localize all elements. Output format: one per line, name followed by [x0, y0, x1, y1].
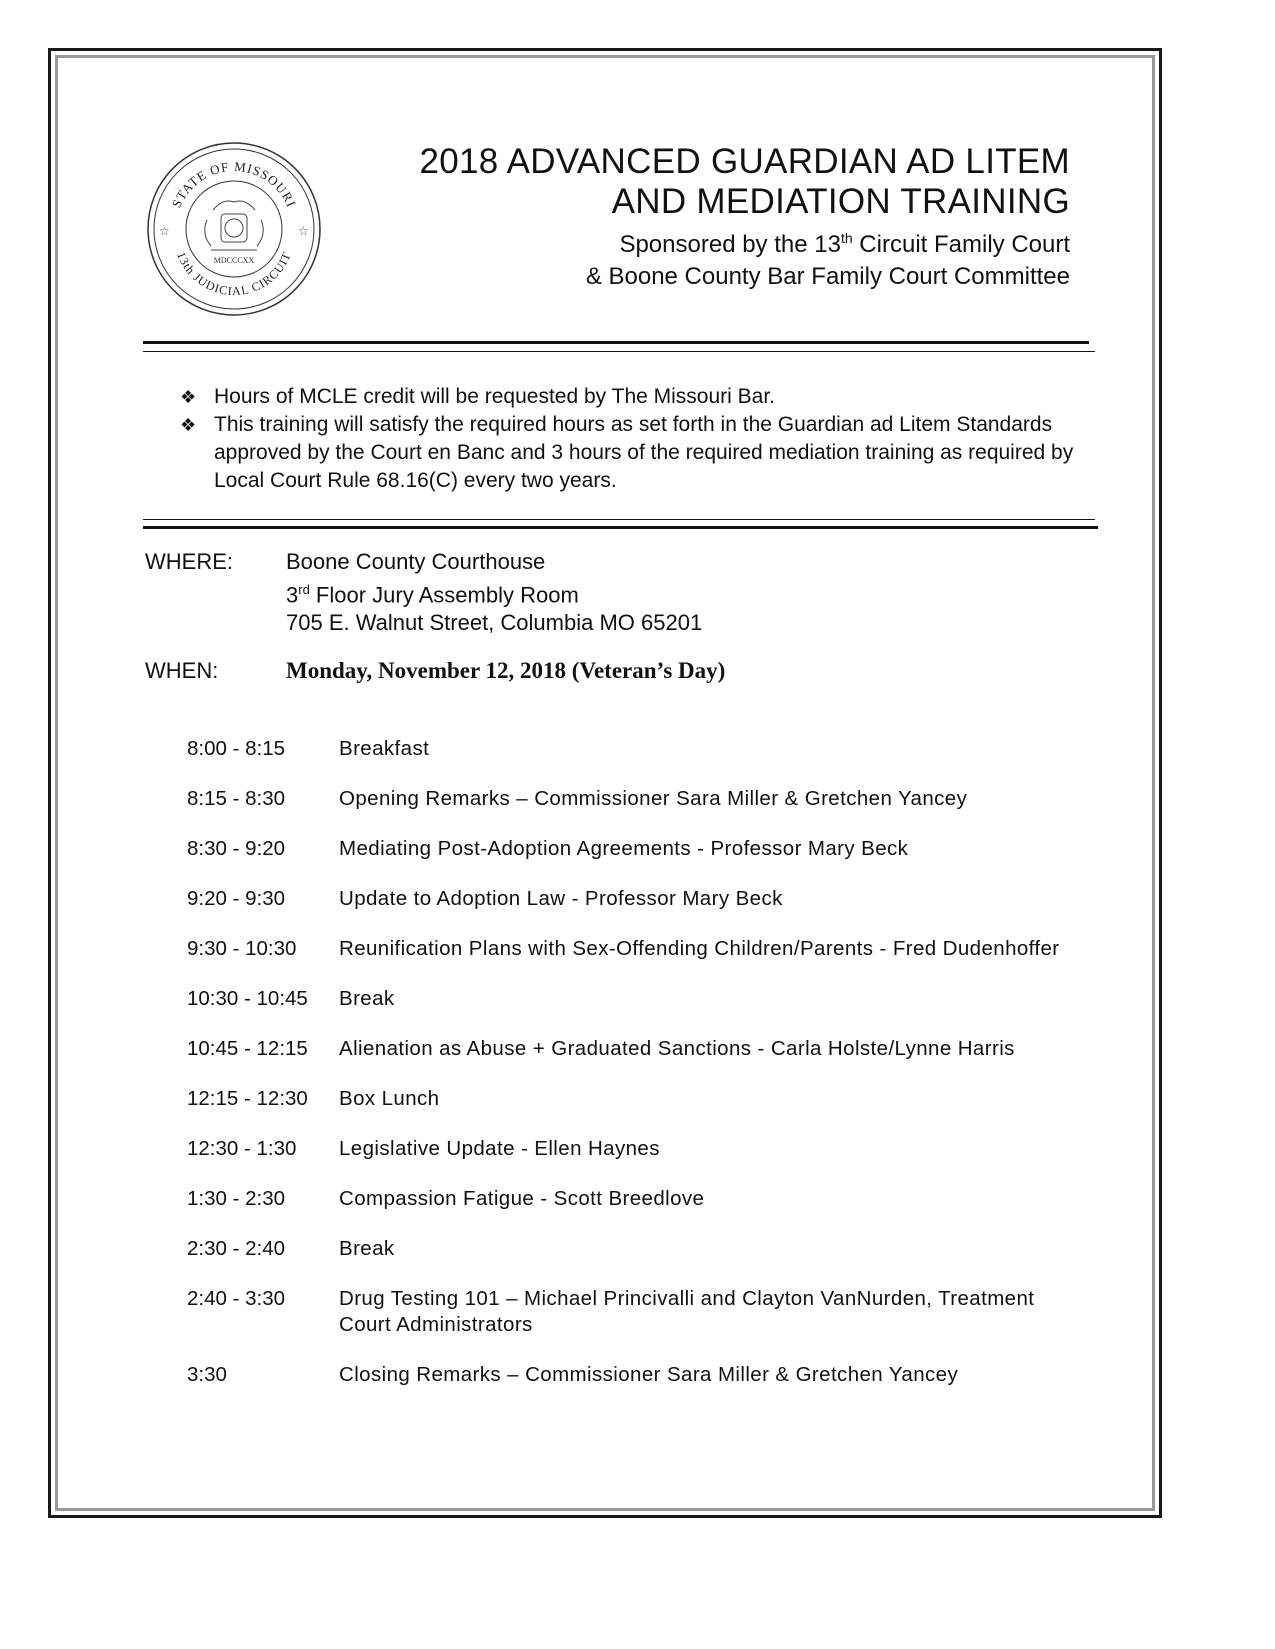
schedule-row — [187, 1286, 1087, 1338]
title-line-1: 2018 ADVANCED GUARDIAN AD LITEM — [419, 142, 1070, 181]
schedule-row — [187, 1136, 1087, 1162]
svg-text:☆: ☆ — [298, 224, 309, 238]
missouri-seal-logo — [145, 140, 323, 318]
credit-notes-list — [180, 383, 1080, 495]
when-label: WHEN: — [145, 658, 219, 683]
schedule-row — [187, 1186, 1087, 1212]
session-title: Update to Adoption Law - Professor Mary Beck — [339, 887, 783, 910]
schedule-row — [187, 1362, 1087, 1388]
svg-text:STATE OF MISSOURI: STATE OF MISSOURI — [168, 158, 300, 210]
schedule-row — [187, 736, 1087, 762]
session-title: Break — [339, 1237, 395, 1260]
divider-top-thick — [143, 341, 1089, 344]
diamond-bullet-icon: ❖ — [180, 387, 197, 407]
time-slot: 8:00 - 8:15 — [187, 737, 286, 760]
divider-mid-thick — [143, 526, 1098, 529]
schedule-row — [187, 786, 1087, 812]
event-date: Monday, November 12, 2018 (Veteran’s Day) — [286, 658, 726, 683]
schedule-row — [187, 886, 1087, 912]
session-title: Break — [339, 987, 395, 1010]
time-slot: 1:30 - 2:30 — [187, 1187, 286, 1210]
schedule-row — [187, 936, 1087, 962]
session-title: Box Lunch — [339, 1087, 440, 1110]
list-item: ❖ Hours of MCLE credit will be requested by The Missouri Bar. — [180, 383, 1080, 411]
divider-top-thin — [143, 351, 1095, 352]
schedule-row — [187, 1086, 1087, 1112]
session-title: Alienation as Abuse + Graduated Sanctions - Carla Holste/Lynne Harris — [339, 1037, 1015, 1060]
time-slot: 10:30 - 10:45 — [187, 987, 308, 1010]
time-slot: 8:30 - 9:20 — [187, 837, 286, 860]
agenda-schedule — [187, 736, 1087, 1412]
schedule-row — [187, 1236, 1087, 1262]
svg-text:☆: ☆ — [159, 224, 170, 238]
header-block — [419, 142, 1070, 293]
schedule-row — [187, 836, 1087, 862]
location-room: 3rd Floor Jury Assembly Room — [286, 582, 579, 608]
schedule-row — [187, 1036, 1087, 1062]
location-block — [286, 548, 702, 637]
session-title: Closing Remarks – Commissioner Sara Miller & Gretchen Yancey — [339, 1363, 959, 1386]
time-slot: 2:40 - 3:30 — [187, 1287, 286, 1310]
title-line-2: AND MEDIATION TRAINING — [611, 182, 1070, 221]
session-title: Legislative Update - Ellen Haynes — [339, 1137, 660, 1160]
session-title: Compassion Fatigue - Scott Breedlove — [339, 1187, 705, 1210]
time-slot: 12:30 - 1:30 — [187, 1137, 297, 1160]
time-slot: 9:30 - 10:30 — [187, 937, 297, 960]
sponsor-line-1: Sponsored by the 13th Circuit Family Court — [619, 230, 1070, 258]
time-slot: 10:45 - 12:15 — [187, 1037, 308, 1060]
location-building: Boone County Courthouse — [286, 549, 546, 574]
time-slot: 2:30 - 2:40 — [187, 1237, 286, 1260]
list-item: ❖ This training will satisfy the required hours as set forth in the Guardian ad Litem Standards approved by the Court en Banc and 3 hours of the required mediation training as required by Local Court Rule 68.16(C) every two years. — [180, 413, 1074, 492]
schedule-row — [187, 986, 1087, 1012]
session-title: Mediating Post-Adoption Agreements - Professor Mary Beck — [339, 837, 909, 860]
svg-text:MDCCCXX: MDCCCXX — [213, 256, 255, 265]
session-title: Drug Testing 101 – Michael Princivalli and Clayton VanNurden, Treatment Court Administrators — [339, 1287, 1035, 1336]
time-slot: 3:30 — [187, 1363, 227, 1386]
divider-mid-thin — [143, 519, 1095, 520]
sponsor-line-2: & Boone County Bar Family Court Committee — [585, 263, 1070, 290]
diamond-bullet-icon: ❖ — [180, 415, 197, 435]
session-title: Breakfast — [339, 737, 430, 760]
session-title: Opening Remarks – Commissioner Sara Miller & Gretchen Yancey — [339, 787, 968, 810]
time-slot: 8:15 - 8:30 — [187, 787, 286, 810]
svg-text:13th JUDICIAL CIRCUIT: 13th JUDICIAL CIRCUIT — [174, 249, 294, 299]
session-title: Reunification Plans with Sex-Offending Children/Parents - Fred Dudenhoffer — [339, 937, 1060, 960]
where-label: WHERE: — [145, 549, 233, 574]
time-slot: 9:20 - 9:30 — [187, 887, 286, 910]
location-address: 705 E. Walnut Street, Columbia MO 65201 — [286, 610, 703, 636]
time-slot: 12:15 - 12:30 — [187, 1087, 308, 1110]
